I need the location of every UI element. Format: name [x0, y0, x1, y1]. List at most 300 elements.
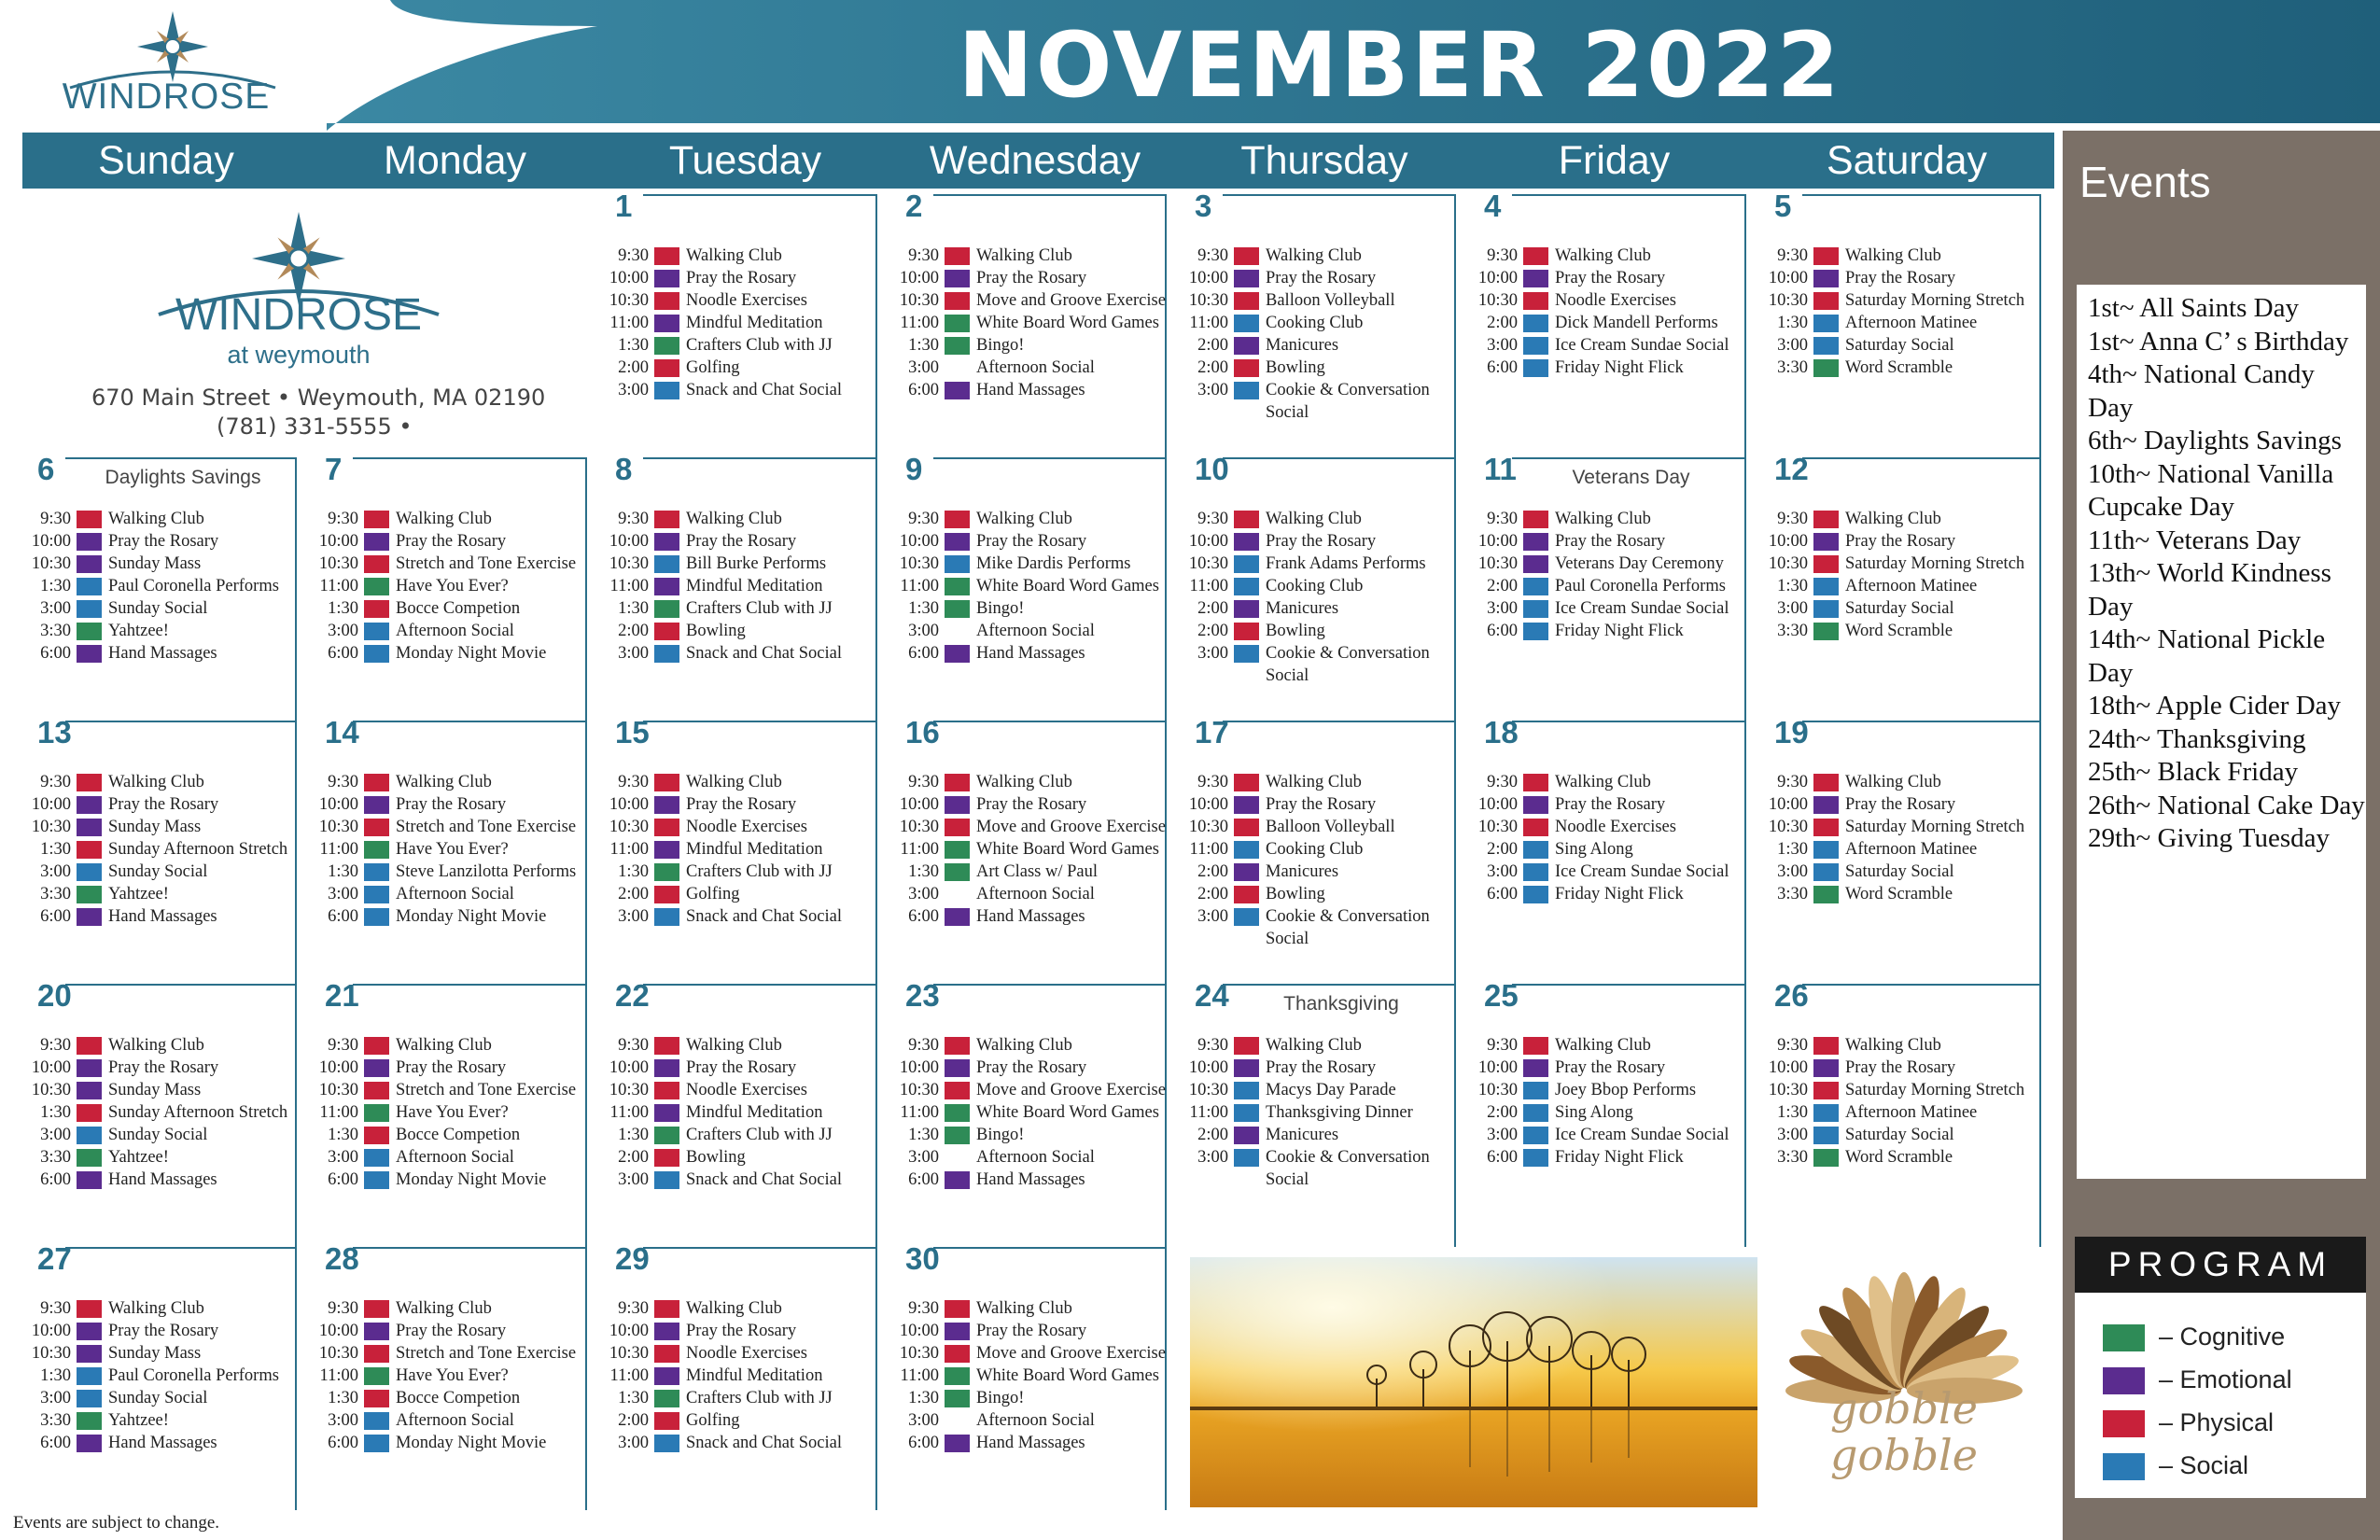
activity-name: Word Scramble: [1845, 885, 1953, 903]
activity-time: 2:00: [1197, 1126, 1228, 1144]
activity-time: 3:00: [1777, 1126, 1808, 1144]
activity-list: [310, 508, 587, 665]
activity-time: 2:00: [1487, 314, 1518, 332]
activity-name: Walking Club: [686, 773, 782, 791]
activity-row: [22, 1124, 297, 1146]
activity-list: [22, 1034, 297, 1191]
activity-time: 2:00: [1487, 1103, 1518, 1122]
category-swatch: [945, 1390, 970, 1407]
cell-top-rule: [933, 194, 1167, 196]
day-cell: [600, 1241, 877, 1510]
category-swatch: [77, 645, 102, 663]
activity-time: 10:30: [1188, 1081, 1228, 1099]
category-swatch: [945, 1345, 970, 1363]
category-swatch: [654, 359, 679, 377]
category-swatch: [1234, 600, 1259, 618]
category-swatch: [1523, 1149, 1548, 1167]
category-swatch: [1813, 270, 1839, 287]
activity-name: Hand Massages: [976, 1170, 1085, 1189]
category-swatch: [945, 270, 970, 287]
activity-list: [22, 508, 297, 665]
activity-time: 10:30: [1188, 818, 1228, 836]
activity-name: Sing Along: [1555, 840, 1633, 859]
activity-row: [22, 620, 297, 642]
day-cell: [1759, 452, 2041, 721]
activity-name: Ice Cream Sundae Social: [1555, 336, 1729, 355]
category-swatch: [945, 863, 970, 881]
activity-time: 6:00: [40, 907, 71, 926]
category-swatch: [1234, 533, 1259, 551]
category-swatch: [1523, 623, 1548, 640]
activity-row: [600, 267, 877, 289]
category-swatch: [1523, 841, 1548, 859]
activity-time: 10:00: [609, 532, 649, 551]
category-swatch: [654, 533, 679, 551]
activity-time: 2:00: [1197, 862, 1228, 881]
activity-row: [1759, 1079, 2041, 1101]
day-cell: [600, 189, 877, 457]
activity-row: [1469, 245, 1746, 267]
activity-name: Snack and Chat Social: [686, 1434, 842, 1452]
header: [0, 0, 2380, 131]
activity-time: 3:00: [618, 907, 649, 926]
activity-row: [22, 1079, 297, 1101]
category-swatch: [1813, 533, 1839, 551]
day-number: 8: [615, 452, 633, 486]
category-swatch: [77, 774, 102, 791]
activity-list: [310, 771, 587, 928]
activity-time: 2:00: [1197, 885, 1228, 903]
activity-time: 9:30: [1197, 773, 1228, 791]
activity-time: 10:00: [899, 1058, 939, 1077]
activity-time: 9:30: [1777, 246, 1808, 265]
activity-name: Monday Night Movie: [396, 1434, 547, 1452]
activity-row: [890, 1387, 1167, 1409]
activity-time: 10:00: [1477, 795, 1518, 814]
activity-name: Noodle Exercises: [686, 291, 807, 310]
category-swatch: [945, 1171, 970, 1189]
activity-name: Have You Ever?: [396, 1366, 509, 1385]
activity-time: 6:00: [908, 1434, 939, 1452]
activity-row: [600, 1297, 877, 1320]
activity-row: [890, 312, 1167, 334]
activity-time: 3:00: [1487, 336, 1518, 355]
category-swatch: [1234, 819, 1259, 836]
activity-time: 9:30: [1197, 1036, 1228, 1055]
category-swatch: [654, 886, 679, 903]
program-title: PROGRAM: [2075, 1237, 2366, 1293]
activity-row: [22, 1409, 297, 1432]
activity-row: [890, 1057, 1167, 1079]
cell-top-rule: [1802, 984, 2041, 986]
activity-time: 9:30: [1777, 510, 1808, 528]
category-swatch: [654, 1390, 679, 1407]
activity-row: [310, 597, 587, 620]
category-swatch: [1523, 1127, 1548, 1144]
activity-name: Hand Massages: [976, 1434, 1085, 1452]
activity-name: Paul Coronella Performs: [1555, 577, 1726, 595]
turkey-feather-graphic: [1764, 1251, 2044, 1503]
activity-row: [600, 1146, 877, 1169]
category-swatch: [654, 578, 679, 595]
activity-row: [310, 838, 587, 861]
category-swatch: [364, 623, 389, 640]
day-number: 14: [325, 715, 359, 749]
activity-name: Bowling: [1266, 885, 1325, 903]
activity-time: 10:00: [899, 269, 939, 287]
footnote: Events are subject to change.: [13, 1513, 220, 1533]
activity-name: Sunday Mass: [108, 818, 202, 836]
activity-row: [310, 1365, 587, 1387]
activity-row: [890, 1101, 1167, 1124]
activity-name: Steve Lanzilotta Performs: [396, 862, 577, 881]
activity-row: [600, 508, 877, 530]
category-swatch: [1813, 796, 1839, 814]
cell-top-rule: [933, 721, 1167, 722]
activity-time: 9:30: [908, 773, 939, 791]
category-swatch: [77, 600, 102, 618]
activity-time: 11:00: [319, 1103, 358, 1122]
category-swatch: [945, 774, 970, 791]
activity-time: 1:30: [1777, 314, 1808, 332]
events-title: Events: [2079, 158, 2211, 206]
activity-name: Walking Club: [1266, 773, 1362, 791]
cell-top-rule: [1512, 457, 1746, 459]
activity-row: [600, 1432, 877, 1454]
activity-row: [1759, 597, 2041, 620]
activity-time: 10:30: [1477, 554, 1518, 573]
category-swatch: [945, 819, 970, 836]
activity-time: 11:00: [900, 314, 939, 332]
activity-name: Sunday Social: [108, 1126, 208, 1144]
activity-row: [1180, 245, 1456, 267]
category-swatch: [1234, 886, 1259, 903]
activity-row: [310, 905, 587, 928]
activity-time: 9:30: [1197, 246, 1228, 265]
activity-time: 9:30: [618, 246, 649, 265]
category-swatch: [654, 819, 679, 836]
legend-label: – Social: [2159, 1451, 2249, 1479]
category-swatch: [945, 533, 970, 551]
activity-time: 10:30: [609, 818, 649, 836]
activity-time: 10:00: [1188, 269, 1228, 287]
activity-name: Saturday Morning Stretch: [1845, 1081, 2025, 1099]
activity-time: 10:30: [31, 554, 71, 573]
category-swatch: [654, 1171, 679, 1189]
category-swatch: [945, 337, 970, 355]
category-swatch: [945, 1367, 970, 1385]
activity-row: [310, 816, 587, 838]
category-swatch: [945, 382, 970, 399]
event-item: 24th~ Thanksgiving: [2088, 723, 2306, 754]
activity-row: [890, 642, 1167, 665]
activity-name: Pray the Rosary: [396, 532, 507, 551]
activity-row: [1469, 861, 1746, 883]
activity-name: Snack and Chat Social: [686, 381, 842, 399]
category-swatch: [364, 774, 389, 791]
activity-time: 10:00: [899, 1322, 939, 1340]
activity-time: 1:30: [618, 336, 649, 355]
category-swatch: [1523, 270, 1548, 287]
category-swatch: [654, 645, 679, 663]
activity-list: [1180, 245, 1456, 424]
activity-row: [890, 245, 1167, 267]
cell-top-rule: [65, 1247, 297, 1249]
activity-row: [1469, 357, 1746, 379]
cell-top-rule: [353, 984, 587, 986]
day-number: 18: [1484, 715, 1519, 749]
category-swatch: [364, 841, 389, 859]
activity-row: [1759, 1101, 2041, 1124]
activity-name: Walking Club: [976, 1036, 1072, 1055]
category-swatch: [77, 1082, 102, 1099]
day-cell: [1180, 715, 1456, 984]
category-swatch: [77, 908, 102, 926]
activity-name: Friday Night Flick: [1555, 885, 1684, 903]
activity-row: [310, 553, 587, 575]
activity-row: [22, 1146, 297, 1169]
activity-list: [600, 1297, 877, 1454]
activity-name: Pray the Rosary: [1555, 269, 1666, 287]
activity-name: Crafters Club with JJ: [686, 862, 833, 881]
activity-name: Pray the Rosary: [108, 532, 219, 551]
activity-name: Stretch and Tone Exercise: [396, 1081, 577, 1099]
category-swatch: [1234, 908, 1259, 926]
activity-time: 1:30: [618, 1126, 649, 1144]
activity-time: 3:30: [1777, 1148, 1808, 1167]
activity-row: [1180, 334, 1456, 357]
category-swatch: [1523, 555, 1548, 573]
category-swatch: [654, 623, 679, 640]
activity-list: [890, 245, 1167, 401]
activity-time: 11:00: [609, 314, 649, 332]
activity-name: Walking Club: [686, 1036, 782, 1055]
day-cell: [22, 715, 297, 984]
weekday-tuesday: Tuesday: [668, 138, 822, 183]
activity-name: Monday Night Movie: [396, 907, 547, 926]
activity-row: [600, 334, 877, 357]
activity-name: Manicures: [1266, 862, 1339, 881]
activity-time: 10:30: [31, 818, 71, 836]
activity-row: [22, 838, 297, 861]
activity-row: [310, 508, 587, 530]
activity-row: [890, 334, 1167, 357]
category-swatch: [1523, 1082, 1548, 1099]
activity-time: 3:00: [908, 1411, 939, 1430]
activity-name: Monday Night Movie: [396, 1170, 547, 1189]
activity-row: [22, 1387, 297, 1409]
activity-row: [890, 1297, 1167, 1320]
day-cell: [600, 715, 877, 984]
activity-time: 3:00: [1487, 599, 1518, 618]
day-number: 7: [325, 452, 343, 486]
category-swatch: [654, 555, 679, 573]
activity-list: [890, 508, 1167, 665]
activity-name: Mindful Meditation: [686, 840, 823, 859]
activity-row: [600, 312, 877, 334]
category-swatch: [77, 1323, 102, 1340]
activity-row: [1759, 1034, 2041, 1057]
day-number: 15: [615, 715, 650, 749]
activity-name: Yahtzee!: [108, 1148, 169, 1167]
activity-row: [600, 379, 877, 401]
activity-row: [600, 1124, 877, 1146]
day-number: 17: [1195, 715, 1229, 749]
activity-row: [890, 861, 1167, 883]
activity-name: Walking Club: [396, 1299, 492, 1318]
category-swatch: [1523, 1037, 1548, 1055]
category-swatch: [1813, 774, 1839, 791]
activity-name: Mindful Meditation: [686, 1366, 823, 1385]
activity-name: Balloon Volleyball: [1266, 818, 1395, 836]
activity-name: Friday Night Flick: [1555, 358, 1684, 377]
day-number: 12: [1774, 452, 1809, 486]
activity-time: 11:00: [319, 1366, 358, 1385]
category-swatch: [945, 247, 970, 265]
day-number: 4: [1484, 189, 1502, 223]
activity-row: [890, 597, 1167, 620]
activity-name: Sing Along: [1555, 1103, 1633, 1122]
activity-row: [890, 905, 1167, 928]
activity-row: [600, 1057, 877, 1079]
activity-row: [1759, 771, 2041, 793]
activity-name: Walking Club: [976, 1299, 1072, 1318]
activity-row: [1180, 508, 1456, 530]
activity-time: 6:00: [1487, 358, 1518, 377]
category-swatch: [1523, 315, 1548, 332]
cell-top-rule: [933, 457, 1167, 459]
activity-row: [22, 597, 297, 620]
address-phone: (781) 331-5555 •: [217, 413, 413, 440]
activity-name: Monday Night Movie: [396, 644, 547, 663]
category-swatch: [77, 841, 102, 859]
activity-time: 9:30: [328, 1036, 358, 1055]
activity-name: Sunday Social: [108, 1389, 208, 1407]
activity-time: 11:00: [1189, 314, 1228, 332]
activity-time: 6:00: [328, 644, 358, 663]
activity-name: Joey Bbop Performs: [1555, 1081, 1697, 1099]
category-swatch: [654, 1059, 679, 1077]
activity-name: Yahtzee!: [108, 885, 169, 903]
activity-time: 11:00: [1189, 1103, 1228, 1122]
activity-row: [890, 1124, 1167, 1146]
day-cell: [310, 1241, 587, 1510]
activity-time: 6:00: [328, 1434, 358, 1452]
cell-top-rule: [1802, 457, 2041, 459]
activity-time: 10:30: [609, 291, 649, 310]
activity-row: [600, 1365, 877, 1387]
activity-row: [1759, 1057, 2041, 1079]
activity-time: 10:30: [899, 291, 939, 310]
category-swatch: [945, 796, 970, 814]
activity-row: [1469, 597, 1746, 620]
category-swatch: [1813, 819, 1839, 836]
event-item: 13th~ World Kindness Day: [2088, 558, 2331, 622]
activity-time: 9:30: [618, 1299, 649, 1318]
activity-name: Cookie & Conversation Social: [1266, 644, 1430, 685]
activity-name: Macys Day Parade: [1266, 1081, 1396, 1099]
cell-top-rule: [65, 457, 297, 459]
event-item: 14th~ National Pickle Day: [2088, 624, 2326, 688]
activity-row: [890, 357, 1167, 379]
category-swatch: [1813, 1149, 1839, 1167]
activity-row: [1180, 1079, 1456, 1101]
activity-name: Hand Massages: [108, 644, 217, 663]
cell-top-rule: [1223, 194, 1456, 196]
activity-name: Pray the Rosary: [1266, 269, 1377, 287]
activity-row: [1759, 1146, 2041, 1169]
category-swatch: [654, 1127, 679, 1144]
activity-name: Walking Club: [686, 1299, 782, 1318]
activity-row: [600, 1320, 877, 1342]
activity-row: [22, 1365, 297, 1387]
activity-row: [1759, 357, 2041, 379]
activity-time: 10:00: [899, 532, 939, 551]
day-number: 27: [37, 1241, 72, 1276]
activity-time: 1:30: [908, 1126, 939, 1144]
category-swatch: [654, 908, 679, 926]
activity-time: 10:30: [899, 818, 939, 836]
legend-swatch: [2103, 1324, 2145, 1351]
category-swatch: [1813, 1127, 1839, 1144]
cell-top-rule: [1802, 194, 2041, 196]
activity-name: Mindful Meditation: [686, 314, 823, 332]
activity-row: [310, 1320, 587, 1342]
activity-time: 10:00: [1768, 532, 1808, 551]
activity-row: [1469, 334, 1746, 357]
activity-time: 9:30: [1777, 1036, 1808, 1055]
activity-row: [22, 883, 297, 905]
activity-time: 3:30: [40, 1411, 71, 1430]
activity-name: Pray the Rosary: [976, 1322, 1087, 1340]
day-number: 28: [325, 1241, 359, 1276]
activity-row: [22, 1320, 297, 1342]
activity-time: 2:00: [618, 885, 649, 903]
activity-time: 3:30: [1777, 358, 1808, 377]
activity-name: Manicures: [1266, 1126, 1339, 1144]
activity-time: 10:30: [609, 554, 649, 573]
category-swatch: [364, 1171, 389, 1189]
activity-name: Afternoon Social: [976, 358, 1095, 377]
day-cell: [600, 978, 877, 1247]
category-swatch: [364, 578, 389, 595]
activity-name: Ice Cream Sundae Social: [1555, 862, 1729, 881]
cell-top-rule: [1512, 194, 1746, 196]
activity-name: Crafters Club with JJ: [686, 1126, 833, 1144]
activity-row: [22, 530, 297, 553]
category-swatch: [1523, 1104, 1548, 1122]
activity-name: Veterans Day Ceremony: [1555, 554, 1724, 573]
category-swatch: [364, 1323, 389, 1340]
category-swatch: [77, 511, 102, 528]
category-swatch: [77, 1300, 102, 1318]
cell-top-rule: [353, 721, 587, 722]
activity-name: Afternoon Matinee: [1845, 840, 1978, 859]
cell-top-rule: [643, 194, 877, 196]
activity-list: [600, 1034, 877, 1191]
activity-name: Pray the Rosary: [1266, 795, 1377, 814]
activity-name: Bowling: [1266, 358, 1325, 377]
day-cell: [1759, 715, 2041, 984]
category-swatch: [1234, 270, 1259, 287]
activity-name: Walking Club: [108, 773, 204, 791]
category-swatch: [945, 555, 970, 573]
category-swatch: [1813, 292, 1839, 310]
activity-row: [1469, 838, 1746, 861]
activity-name: Pray the Rosary: [108, 1058, 219, 1077]
activity-name: Word Scramble: [1845, 358, 1953, 377]
activity-time: 3:00: [908, 358, 939, 377]
